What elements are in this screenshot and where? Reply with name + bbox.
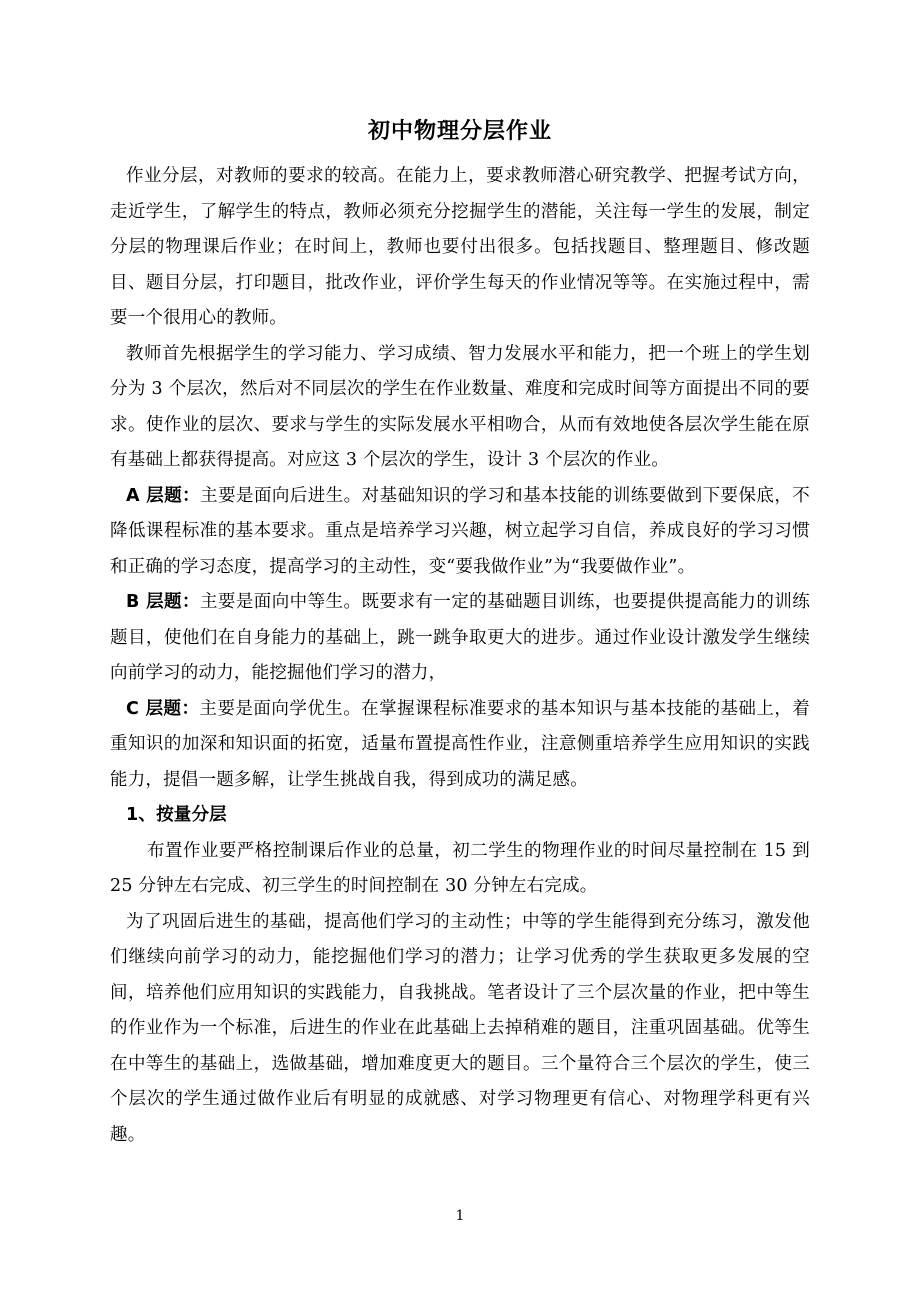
level-a-text: 主要是面向后进生。对基础知识的学习和基本技能的训练要做到下要保底，不降低课程标准的基本要求。重点是培养学习兴趣，树立起学习自信，养成良好的学习习惯和正确的学习态度，提高学习的主动性，变“要我做作业”为“我要做作业”。 <box>110 485 810 577</box>
level-a-label: A 层题： <box>126 485 201 506</box>
paragraph-levels: 教师首先根据学生的学习能力、学习成绩、智力发展水平和能力，把一个班上的学生划分为 3 个层次，然后对不同层次的学生在作业数量、难度和完成时间等方面提出不同的要求。使作业的层次、要求与学生的实际发展水平相吻合，从而有效地使各层次学生能在原有基础上都获得提高。对应这 3 个层次的学生，设计 3 个层次的作业。 <box>110 343 810 470</box>
paragraph-level-a <box>110 479 810 586</box>
paragraph-intro: 作业分层，对教师的要求的较高。在能力上，要求教师潜心研究教学、把握考试方向，走近学生，了解学生的特点，教师必须充分挖掘学生的潜能，关注每一学生的发展，制定分层的物理课后作业；在时间上，教师也要付出很多。包括找题目、整理题目、修改题目、题目分层，打印题目，批改作业，评价学生每天的作业情况等等。在实施过程中，需要一个很用心的教师。 <box>110 166 810 328</box>
paragraph-level-c <box>110 692 810 799</box>
paragraph-level-b <box>110 585 810 692</box>
paragraph-design: 为了巩固后进生的基础，提高他们学习的主动性；中等的学生能得到充分练习，激发他们继续向前学习的动力，能挖掘他们学习的潜力；让学习优秀的学生获取更多发展的空间，培养他们应用知识的实践能力，自我挑战。笔者设计了三个层次量的作业，把中等生的作业作为一个标准，后进生的作业在此基础上去掉稍难的题目，注重巩固基础。优等生在中等生的基础上，选做基础，增加难度更大的题目。三个量符合三个层次的学生，使三个层次的学生通过做作业后有明显的成就感、对学习物理更有信心、对物理学科更有兴趣。 <box>110 911 810 1145</box>
level-c-label: C 层题： <box>126 698 200 719</box>
document-body <box>110 159 810 1153</box>
page-title: 初中物理分层作业 <box>367 119 552 144</box>
page-number: 1 <box>455 1208 465 1224</box>
level-b-label: B 层题： <box>126 592 200 612</box>
paragraph-quantity: 布置作业要严格控制课后作业的总量，初二学生的物理作业的时间尽量控制在 15 到 25 分钟左右完成、初三学生的时间控制在 30 分钟左右完成。 <box>110 840 810 896</box>
section-heading: 1、按量分层 <box>126 805 227 825</box>
level-b-text: 主要是面向中等生。既要求有一定的基础题目训练，也要提供提高能力的训练题目，使他们在自身能力的基础上，跳一跳争取更大的进步。通过作业设计激发学生继续向前学习的动力，能挖掘他们学习的潜力， <box>110 592 810 683</box>
level-c-text: 主要是面向学优生。在掌握课程标准要求的基本知识与基本技能的基础上，着重知识的加深和知识面的拓宽，适量布置提高性作业，注意侧重培养学生应用知识的实践能力，提倡一题多解，让学生挑战自我，得到成功的满足感。 <box>110 698 810 790</box>
